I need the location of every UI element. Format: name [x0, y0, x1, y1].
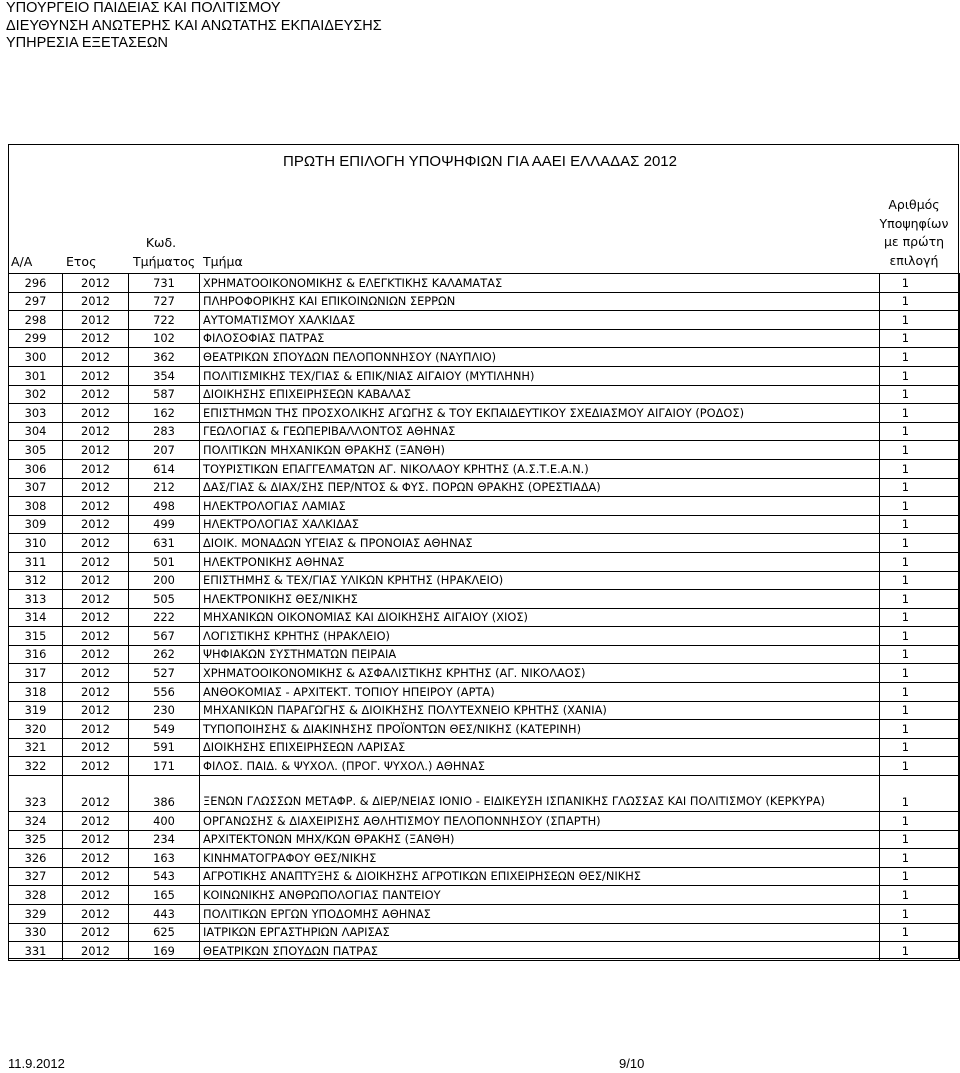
cell-dept: ΗΛΕΚΤΡΟΛΟΓΙΑΣ ΛΑΜΙΑΣ — [200, 497, 880, 516]
footer-date: 11.9.2012 — [8, 1056, 65, 1071]
cell-code: 498 — [129, 497, 200, 516]
table-row — [9, 701, 960, 720]
table-row — [9, 459, 960, 478]
cell-code: 501 — [129, 552, 200, 571]
table-row — [9, 776, 960, 812]
cell-year: 2012 — [63, 757, 129, 776]
cell-code: 165 — [129, 886, 200, 905]
cell-dept: ΧΡΗΜΑΤΟΟΙΚΟΝΟΜΙΚΗΣ & ΑΣΦΑΛΙΣΤΙΚΗΣ ΚΡΗΤΗΣ (ΑΓ. ΝΙΚΟΛΑΟΣ) — [200, 664, 880, 683]
cell-year: 2012 — [63, 627, 129, 646]
cell-aa: 309 — [9, 515, 63, 534]
cell-aa: 331 — [9, 942, 63, 961]
col-header-code — [133, 234, 196, 271]
cell-dept: ΓΕΩΛΟΓΙΑΣ & ΓΕΩΠΕΡΙΒΑΛΛΟΝΤΟΣ ΑΘΗΝΑΣ — [200, 422, 880, 441]
cell-year: 2012 — [63, 849, 129, 868]
cell-count: 1 — [880, 701, 960, 720]
cell-count: 1 — [880, 886, 960, 905]
cell-year: 2012 — [63, 459, 129, 478]
cell-year: 2012 — [63, 776, 129, 812]
cell-year: 2012 — [63, 292, 129, 311]
cell-code: 543 — [129, 867, 200, 886]
cell-code: 171 — [129, 757, 200, 776]
cell-count: 1 — [880, 627, 960, 646]
cell-count: 1 — [880, 515, 960, 534]
cell-aa: 301 — [9, 366, 63, 385]
cell-dept: ΠΟΛΙΤΙΚΩΝ ΜΗΧΑΝΙΚΩΝ ΘΡΑΚΗΣ (ΞΑΝΘΗ) — [200, 441, 880, 460]
cell-count: 1 — [880, 849, 960, 868]
cell-aa: 325 — [9, 830, 63, 849]
cell-aa: 299 — [9, 329, 63, 348]
table-row — [9, 886, 960, 905]
cell-aa: 327 — [9, 867, 63, 886]
cell-year: 2012 — [63, 404, 129, 423]
col-header-count — [870, 196, 958, 270]
table-row — [9, 608, 960, 627]
cell-count: 1 — [880, 812, 960, 831]
cell-count: 1 — [880, 720, 960, 739]
cell-aa: 296 — [9, 274, 63, 293]
cell-code: 230 — [129, 701, 200, 720]
cell-aa: 330 — [9, 923, 63, 942]
cell-code: 163 — [129, 849, 200, 868]
cell-count: 1 — [880, 571, 960, 590]
cell-aa: 303 — [9, 404, 63, 423]
footer-page-number: 9/10 — [619, 1056, 645, 1071]
cell-aa: 310 — [9, 534, 63, 553]
cell-code: 727 — [129, 292, 200, 311]
document-header — [6, 0, 382, 53]
cell-year: 2012 — [63, 441, 129, 460]
cell-count: 1 — [880, 478, 960, 497]
cell-dept: ΟΡΓΑΝΩΣΗΣ & ΔΙΑΧΕΙΡΙΣΗΣ ΑΘΛΗΤΙΣΜΟΥ ΠΕΛΟΠΟΝΝΗΣΟΥ (ΣΠΑΡΤΗ) — [200, 812, 880, 831]
cell-count: 1 — [880, 552, 960, 571]
cell-year: 2012 — [63, 905, 129, 924]
cell-code: 443 — [129, 905, 200, 924]
cell-dept: ΠΟΛΙΤΙΚΩΝ ΕΡΓΩΝ ΥΠΟΔΟΜΗΣ ΑΘΗΝΑΣ — [200, 905, 880, 924]
cell-aa: 297 — [9, 292, 63, 311]
table-row — [9, 292, 960, 311]
cell-dept: ΤΟΥΡΙΣΤΙΚΩΝ ΕΠΑΓΓΕΛΜΑΤΩΝ ΑΓ. ΝΙΚΟΛΑΟΥ ΚΡΗΤΗΣ (Α.Σ.Τ.Ε.Α.Ν.) — [200, 459, 880, 478]
cell-dept: ΘΕΑΤΡΙΚΩΝ ΣΠΟΥΔΩΝ ΠΕΛΟΠΟΝΝΗΣΟΥ (ΝΑΥΠΛΙΟ) — [200, 348, 880, 367]
cell-code: 591 — [129, 738, 200, 757]
cell-code: 400 — [129, 812, 200, 831]
cell-aa: 323 — [9, 776, 63, 812]
cell-dept: ΑΝΘΟΚΟΜΙΑΣ - ΑΡΧΙΤΕΚΤ. ΤΟΠΙΟΥ ΗΠΕΙΡΟΥ (ΑΡΤΑ) — [200, 683, 880, 702]
cell-year: 2012 — [63, 664, 129, 683]
table-row — [9, 311, 960, 330]
cell-count: 1 — [880, 923, 960, 942]
cell-code: 169 — [129, 942, 200, 961]
cell-code: 262 — [129, 645, 200, 664]
cell-aa: 304 — [9, 422, 63, 441]
cell-aa: 319 — [9, 701, 63, 720]
cell-count: 1 — [880, 590, 960, 609]
cell-dept: ΞΕΝΩΝ ΓΛΩΣΣΩΝ ΜΕΤΑΦΡ. & ΔΙΕΡ/ΝΕΙΑΣ ΙΟΝΙΟ - ΕΙΔΙΚΕΥΣΗ ΙΣΠΑΝΙΚΗΣ ΓΛΩΣΣΑΣ ΚΑΙ ΠΟΛΙΤΙΣΜΟΥ (ΚΕΡΚΥΡΑ) — [200, 776, 880, 812]
cell-dept: ΜΗΧΑΝΙΚΩΝ ΟΙΚΟΝΟΜΙΑΣ ΚΑΙ ΔΙΟΙΚΗΣΗΣ ΑΙΓΑΙΟΥ (ΧΙΟΣ) — [200, 608, 880, 627]
cell-aa: 302 — [9, 385, 63, 404]
cell-aa: 307 — [9, 478, 63, 497]
results-table — [8, 273, 960, 961]
cell-count: 1 — [880, 664, 960, 683]
cell-count: 1 — [880, 830, 960, 849]
cell-year: 2012 — [63, 515, 129, 534]
cell-year: 2012 — [63, 738, 129, 757]
cell-aa: 320 — [9, 720, 63, 739]
cell-dept: ΕΠΙΣΤΗΜΗΣ & ΤΕΧ/ΓΙΑΣ ΥΛΙΚΩΝ ΚΡΗΤΗΣ (ΗΡΑΚΛΕΙΟ) — [200, 571, 880, 590]
cell-count: 1 — [880, 422, 960, 441]
cell-year: 2012 — [63, 329, 129, 348]
cell-dept: ΨΗΦΙΑΚΩΝ ΣΥΣΤΗΜΑΤΩΝ ΠΕΙΡΑΙΑ — [200, 645, 880, 664]
cell-code: 354 — [129, 366, 200, 385]
cell-aa: 312 — [9, 571, 63, 590]
cell-dept: ΔΙΟΙΚ. ΜΟΝΑΔΩΝ ΥΓΕΙΑΣ & ΠΡΟΝΟΙΑΣ ΑΘΗΝΑΣ — [200, 534, 880, 553]
table-row — [9, 905, 960, 924]
cell-aa: 298 — [9, 311, 63, 330]
table-row — [9, 552, 960, 571]
cell-year: 2012 — [63, 478, 129, 497]
cell-dept: ΦΙΛΟΣΟΦΙΑΣ ΠΑΤΡΑΣ — [200, 329, 880, 348]
cell-code: 222 — [129, 608, 200, 627]
cell-count: 1 — [880, 942, 960, 961]
table-row — [9, 738, 960, 757]
cell-count: 1 — [880, 292, 960, 311]
cell-code: 283 — [129, 422, 200, 441]
cell-year: 2012 — [63, 701, 129, 720]
cell-count: 1 — [880, 274, 960, 293]
cell-code: 731 — [129, 274, 200, 293]
cell-aa: 300 — [9, 348, 63, 367]
cell-aa: 316 — [9, 645, 63, 664]
cell-count: 1 — [880, 348, 960, 367]
cell-year: 2012 — [63, 385, 129, 404]
cell-year: 2012 — [63, 683, 129, 702]
cell-year: 2012 — [63, 552, 129, 571]
col-header-aa: Α/Α — [11, 254, 33, 269]
cell-year: 2012 — [63, 534, 129, 553]
table-row — [9, 590, 960, 609]
cell-aa: 322 — [9, 757, 63, 776]
col-header-dept: Τμήμα — [203, 254, 243, 269]
cell-code: 207 — [129, 441, 200, 460]
col-header-code-line1: Κωδ. — [145, 235, 177, 250]
service-name: ΥΠΗΡΕΣΙΑ ΕΞΕΤΑΣΕΩΝ — [6, 35, 169, 51]
cell-year: 2012 — [63, 942, 129, 961]
cell-dept: ΠΟΛΙΤΙΣΜΙΚΗΣ ΤΕΧ/ΓΙΑΣ & ΕΠΙΚ/ΝΙΑΣ ΑΙΓΑΙΟΥ (ΜΥΤΙΛΗΝΗ) — [200, 366, 880, 385]
cell-code: 614 — [129, 459, 200, 478]
col-header-count-line4: επιλογή — [889, 252, 939, 268]
cell-count: 1 — [880, 459, 960, 478]
cell-dept: ΦΙΛΟΣ. ΠΑΙΔ. & ΨΥΧΟΛ. (ΠΡΟΓ. ΨΥΧΟΛ.) ΑΘΗΝΑΣ — [200, 757, 880, 776]
cell-year: 2012 — [63, 886, 129, 905]
cell-aa: 317 — [9, 664, 63, 683]
cell-count: 1 — [880, 683, 960, 702]
col-header-year: Ετος — [66, 254, 97, 269]
cell-dept: ΠΛΗΡΟΦΟΡΙΚΗΣ ΚΑΙ ΕΠΙΚΟΙΝΩΝΙΩΝ ΣΕΡΡΩΝ — [200, 292, 880, 311]
cell-code: 631 — [129, 534, 200, 553]
cell-code: 200 — [129, 571, 200, 590]
cell-count: 1 — [880, 534, 960, 553]
cell-year: 2012 — [63, 422, 129, 441]
cell-count: 1 — [880, 385, 960, 404]
cell-year: 2012 — [63, 311, 129, 330]
cell-dept: ΗΛΕΚΤΡΟΝΙΚΗΣ ΘΕΣ/ΝΙΚΗΣ — [200, 590, 880, 609]
cell-dept: ΛΟΓΙΣΤΙΚΗΣ ΚΡΗΤΗΣ (ΗΡΑΚΛΕΙΟ) — [200, 627, 880, 646]
cell-count: 1 — [880, 329, 960, 348]
cell-dept: ΔΙΟΙΚΗΣΗΣ ΕΠΙΧΕΙΡΗΣΕΩΝ ΚΑΒΑΛΑΣ — [200, 385, 880, 404]
cell-dept: ΑΥΤΟΜΑΤΙΣΜΟΥ ΧΑΛΚΙΔΑΣ — [200, 311, 880, 330]
table-row — [9, 757, 960, 776]
cell-year: 2012 — [63, 720, 129, 739]
table-row — [9, 571, 960, 590]
table-row — [9, 683, 960, 702]
cell-dept: ΜΗΧΑΝΙΚΩΝ ΠΑΡΑΓΩΓΗΣ & ΔΙΟΙΚΗΣΗΣ ΠΟΛΥΤΕΧΝΕΙΟ ΚΡΗΤΗΣ (ΧΑΝΙΑ) — [200, 701, 880, 720]
table-row — [9, 830, 960, 849]
cell-year: 2012 — [63, 497, 129, 516]
cell-count: 1 — [880, 645, 960, 664]
cell-dept: ΗΛΕΚΤΡΟΛΟΓΙΑΣ ΧΑΛΚΙΔΑΣ — [200, 515, 880, 534]
cell-year: 2012 — [63, 571, 129, 590]
cell-year: 2012 — [63, 812, 129, 831]
cell-year: 2012 — [63, 867, 129, 886]
cell-dept: ΑΡΧΙΤΕΚΤΟΝΩΝ ΜΗΧ/ΚΩΝ ΘΡΑΚΗΣ (ΞΑΝΘΗ) — [200, 830, 880, 849]
cell-aa: 313 — [9, 590, 63, 609]
cell-dept: ΙΑΤΡΙΚΩΝ ΕΡΓΑΣΤΗΡΙΩΝ ΛΑΡΙΣΑΣ — [200, 923, 880, 942]
cell-year: 2012 — [63, 645, 129, 664]
cell-year: 2012 — [63, 590, 129, 609]
table-row — [9, 404, 960, 423]
col-header-count-line3: με πρώτη — [883, 234, 945, 249]
table-row — [9, 720, 960, 739]
table-row — [9, 849, 960, 868]
cell-year: 2012 — [63, 608, 129, 627]
table-row — [9, 923, 960, 942]
cell-code: 527 — [129, 664, 200, 683]
table-row — [9, 534, 960, 553]
table-row — [9, 812, 960, 831]
cell-dept: ΚΟΙΝΩΝΙΚΗΣ ΑΝΘΡΩΠΟΛΟΓΙΑΣ ΠΑΝΤΕΙΟΥ — [200, 886, 880, 905]
cell-count: 1 — [880, 366, 960, 385]
cell-aa: 308 — [9, 497, 63, 516]
cell-dept: ΘΕΑΤΡΙΚΩΝ ΣΠΟΥΔΩΝ ΠΑΤΡΑΣ — [200, 942, 880, 961]
cell-aa: 315 — [9, 627, 63, 646]
table-row — [9, 366, 960, 385]
cell-code: 499 — [129, 515, 200, 534]
cell-count: 1 — [880, 776, 960, 812]
cell-aa: 311 — [9, 552, 63, 571]
cell-code: 162 — [129, 404, 200, 423]
table-row — [9, 478, 960, 497]
cell-count: 1 — [880, 404, 960, 423]
table-row — [9, 441, 960, 460]
cell-aa: 305 — [9, 441, 63, 460]
cell-aa: 329 — [9, 905, 63, 924]
table-row — [9, 942, 960, 961]
table-row — [9, 422, 960, 441]
cell-code: 625 — [129, 923, 200, 942]
cell-aa: 326 — [9, 849, 63, 868]
page-title: ΠΡΩΤΗ ΕΠΙΛΟΓΗ ΥΠΟΨΗΦΙΩΝ ΓΙΑ ΑΑΕΙ ΕΛΛΑΔΑΣ 2012 — [283, 153, 677, 170]
cell-aa: 321 — [9, 738, 63, 757]
cell-year: 2012 — [63, 923, 129, 942]
cell-code: 212 — [129, 478, 200, 497]
cell-code: 587 — [129, 385, 200, 404]
table-row — [9, 274, 960, 293]
cell-code: 505 — [129, 590, 200, 609]
cell-code: 386 — [129, 776, 200, 812]
cell-dept: ΕΠΙΣΤΗΜΩΝ ΤΗΣ ΠΡΟΣΧΟΛΙΚΗΣ ΑΓΩΓΗΣ & ΤΟΥ ΕΚΠΑΙΔΕΥΤΙΚΟΥ ΣΧΕΔΙΑΣΜΟΥ ΑΙΓΑΙΟΥ (ΡΟΔΟΣ) — [200, 404, 880, 423]
cell-code: 722 — [129, 311, 200, 330]
cell-code: 556 — [129, 683, 200, 702]
cell-count: 1 — [880, 497, 960, 516]
cell-count: 1 — [880, 311, 960, 330]
cell-aa: 324 — [9, 812, 63, 831]
table-row — [9, 627, 960, 646]
cell-code: 549 — [129, 720, 200, 739]
cell-dept: ΚΙΝΗΜΑΤΟΓΡΑΦΟΥ ΘΕΣ/ΝΙΚΗΣ — [200, 849, 880, 868]
table-row — [9, 664, 960, 683]
cell-aa: 318 — [9, 683, 63, 702]
cell-dept: ΔΑΣ/ΓΙΑΣ & ΔΙΑΧ/ΣΗΣ ΠΕΡ/ΝΤΟΣ & ΦΥΣ. ΠΟΡΩΝ ΘΡΑΚΗΣ (ΟΡΕΣΤΙΑΔΑ) — [200, 478, 880, 497]
cell-dept: ΤΥΠΟΠΟΙΗΣΗΣ & ΔΙΑΚΙΝΗΣΗΣ ΠΡΟΪΟΝΤΩΝ ΘΕΣ/ΝΙΚΗΣ (ΚΑΤΕΡΙΝΗ) — [200, 720, 880, 739]
col-header-code-line2: Τμήματος — [133, 253, 196, 269]
col-header-count-line2: Υποψηφίων — [879, 215, 949, 231]
cell-code: 102 — [129, 329, 200, 348]
cell-aa: 314 — [9, 608, 63, 627]
table-row — [9, 385, 960, 404]
cell-count: 1 — [880, 608, 960, 627]
cell-dept: ΧΡΗΜΑΤΟΟΙΚΟΝΟΜΙΚΗΣ & ΕΛΕΓΚΤΙΚΗΣ ΚΑΛΑΜΑΤΑΣ — [200, 274, 880, 293]
cell-count: 1 — [880, 441, 960, 460]
cell-year: 2012 — [63, 830, 129, 849]
table-row — [9, 867, 960, 886]
ministry-name: ΥΠΟΥΡΓΕΙΟ ΠΑΙΔΕΙΑΣ ΚΑΙ ΠΟΛΙΤΙΣΜΟΥ — [6, 0, 281, 16]
cell-code: 362 — [129, 348, 200, 367]
cell-code: 567 — [129, 627, 200, 646]
cell-aa: 306 — [9, 459, 63, 478]
table-row — [9, 645, 960, 664]
cell-aa: 328 — [9, 886, 63, 905]
table-row — [9, 515, 960, 534]
cell-dept: ΑΓΡΟΤΙΚΗΣ ΑΝΑΠΤΥΞΗΣ & ΔΙΟΙΚΗΣΗΣ ΑΓΡΟΤΙΚΩΝ ΕΠΙΧΕΙΡΗΣΕΩΝ ΘΕΣ/ΝΙΚΗΣ — [200, 867, 880, 886]
cell-year: 2012 — [63, 366, 129, 385]
cell-year: 2012 — [63, 274, 129, 293]
cell-count: 1 — [880, 867, 960, 886]
cell-dept: ΔΙΟΙΚΗΣΗΣ ΕΠΙΧΕΙΡΗΣΕΩΝ ΛΑΡΙΣΑΣ — [200, 738, 880, 757]
cell-code: 234 — [129, 830, 200, 849]
cell-year: 2012 — [63, 348, 129, 367]
cell-count: 1 — [880, 905, 960, 924]
col-header-count-line1: Αριθμός — [888, 197, 940, 212]
table-row — [9, 329, 960, 348]
cell-dept: ΗΛΕΚΤΡΟΝΙΚΗΣ ΑΘΗΝΑΣ — [200, 552, 880, 571]
cell-count: 1 — [880, 738, 960, 757]
cell-count: 1 — [880, 757, 960, 776]
directorate-name: ΔΙΕΥΘΥΝΣΗ ΑΝΩΤΕΡΗΣ ΚΑΙ ΑΝΩΤΑΤΗΣ ΕΚΠΑΙΔΕΥΣΗΣ — [6, 17, 382, 34]
table-row — [9, 497, 960, 516]
table-row — [9, 348, 960, 367]
